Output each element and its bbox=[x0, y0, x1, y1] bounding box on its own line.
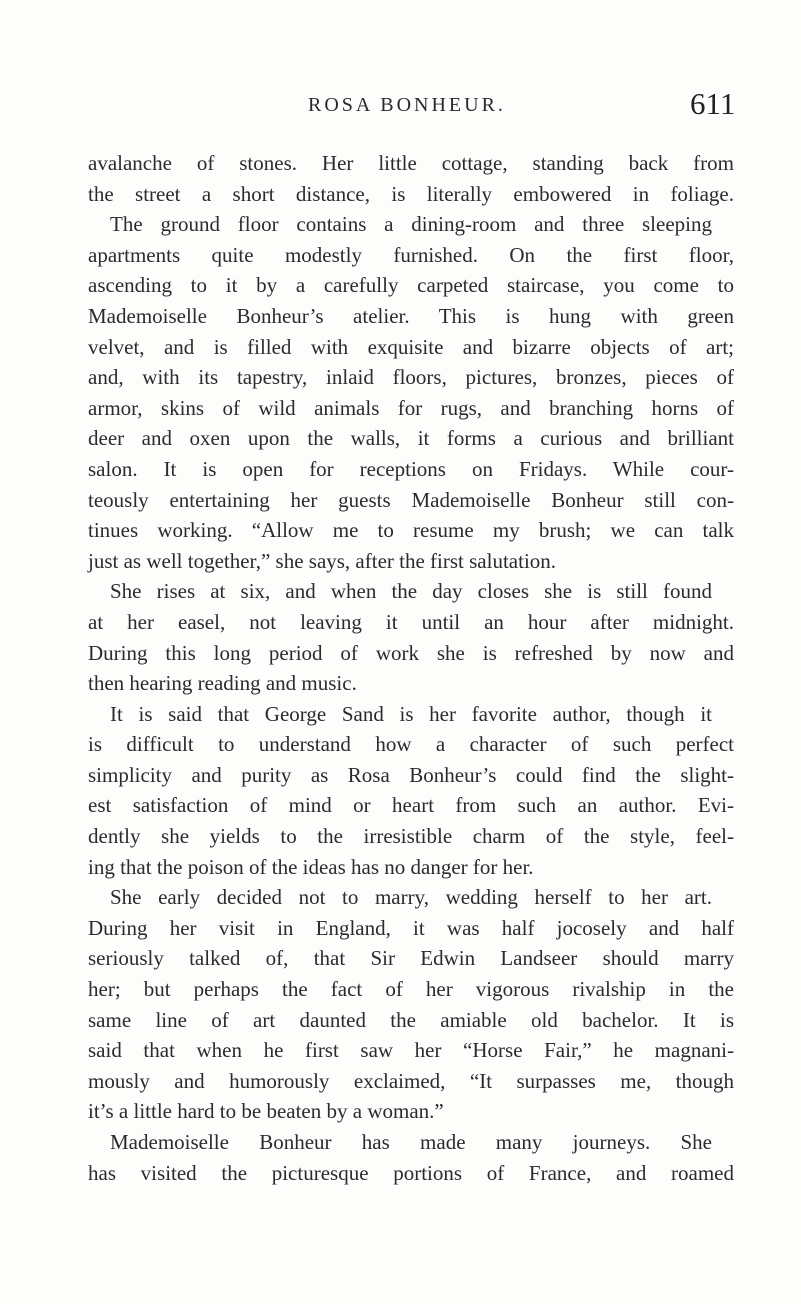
text-line: avalanche of stones. Her little cottage, standing back from bbox=[88, 151, 734, 175]
text-line: Mademoiselle Bonheur has made many journeys. She bbox=[110, 1130, 712, 1154]
running-header bbox=[0, 86, 801, 132]
text-line: During this long period of work she is refreshed by now and bbox=[88, 640, 734, 665]
text-line: at her easel, not leaving it until an hour after midnight. bbox=[88, 609, 734, 634]
text-line: and, with its tapestry, inlaid floors, pictures, bronzes, pieces of bbox=[88, 365, 734, 390]
text-line: dently she yields to the irresistible charm of the style, feel- bbox=[88, 824, 734, 849]
text-line: The ground floor contains a dining-room and three sleeping bbox=[110, 212, 712, 237]
text-line: During her visit in England, it was half jocosely and half bbox=[88, 915, 734, 940]
text-line: salon. It is open for receptions on Fridays. While cour- bbox=[88, 456, 734, 481]
text-line: has visited the picturesque portions of France, and roamed bbox=[88, 1160, 734, 1185]
text-line: It is said that George Sand is her favorite author, though it bbox=[110, 701, 712, 726]
text-line: it’s a little hard to be beaten by a woman.” bbox=[88, 1099, 444, 1124]
text-line: She early decided not to marry, wedding herself to her art. bbox=[110, 885, 712, 910]
text-line: her; but perhaps the fact of her vigorous rivalship in the bbox=[88, 977, 734, 1002]
text-line: armor, skins of wild animals for rugs, and branching horns of bbox=[88, 395, 734, 420]
text-line: the street a short distance, is literally embowered in foliage. bbox=[88, 181, 734, 206]
text-line: mously and humorously exclaimed, “It surpasses me, though bbox=[88, 1068, 734, 1093]
text-line: tinues working. “Allow me to resume my brush; we can talk bbox=[88, 518, 734, 543]
text-line: Mademoiselle Bonheur’s atelier. This is hung with green bbox=[88, 303, 734, 328]
text-line: ing that the poison of the ideas has no danger for her. bbox=[88, 854, 534, 879]
text-line: ascending to it by a carefully carpeted staircase, you come to bbox=[88, 273, 734, 298]
text-line: apartments quite modestly furnished. On the first floor, bbox=[88, 242, 734, 267]
page-number: 611 bbox=[690, 86, 736, 121]
text-line: is difficult to understand how a character of such perfect bbox=[88, 732, 734, 757]
text-line: then hearing reading and music. bbox=[88, 671, 357, 696]
text-line: same line of art daunted the amiable old bachelor. It is bbox=[88, 1007, 734, 1032]
text-line: simplicity and purity as Rosa Bonheur’s could find the slight- bbox=[88, 762, 734, 787]
text-line: She rises at six, and when the day closes she is still found bbox=[110, 579, 712, 604]
text-line: seriously talked of, that Sir Edwin Landseer should marry bbox=[88, 946, 734, 971]
body-text bbox=[88, 148, 734, 1188]
running-title: ROSA BONHEUR. bbox=[308, 94, 506, 116]
text-line: said that when he first saw her “Horse Fair,” he magnani- bbox=[88, 1038, 734, 1063]
text-line: est satisfaction of mind or heart from such an author. Evi- bbox=[88, 793, 734, 818]
text-line: teously entertaining her guests Mademoiselle Bonheur still con- bbox=[88, 487, 734, 512]
text-line: deer and oxen upon the walls, it forms a curious and brilliant bbox=[88, 426, 734, 451]
text-line: just as well together,” she says, after the first salutation. bbox=[88, 548, 557, 573]
text-line: velvet, and is filled with exquisite and bizarre objects of art; bbox=[88, 334, 734, 359]
